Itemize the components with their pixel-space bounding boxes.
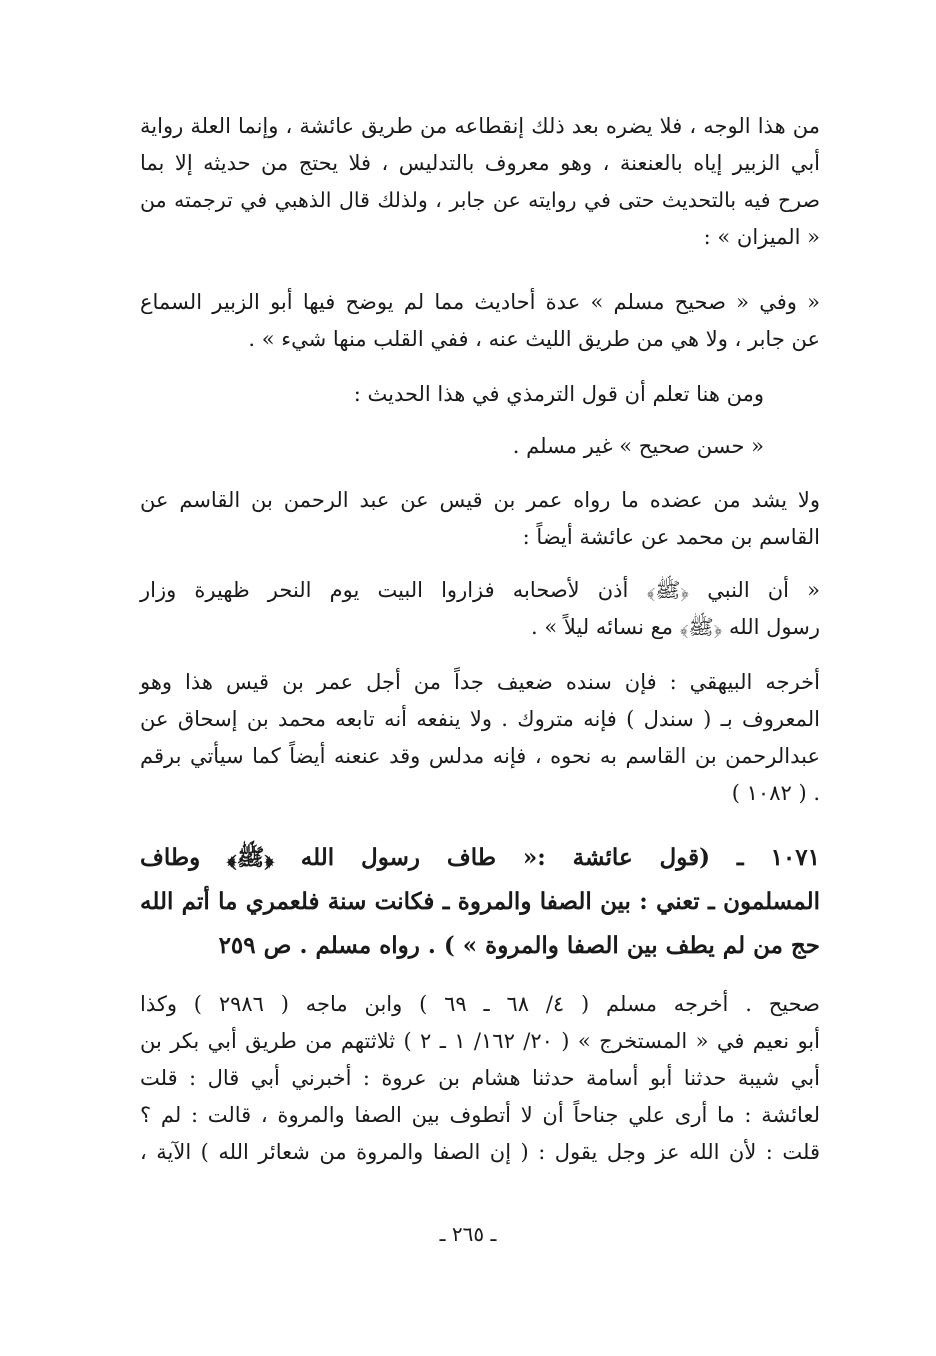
text-line: . ( ١٠٨٢ ) [731,781,820,805]
text-line: صرح فيه بالتحديث حتى في روايته عن جابر ، ولذلك قال الذهبي في ترجمته من [140,188,820,212]
paragraph-2-quote [140,284,820,358]
paragraph-9 [140,986,820,1171]
text-line: ومن هنا تعلم أن قول الترمذي في هذا الحديث : [353,382,764,406]
text-line: المعروف بـ ( سندل ) فإنه متروك . ولا ينفعه أنه تابعه محمد بن إسحاق عن [140,707,820,731]
text-line: أخرجه البيهقي : فإن سنده ضعيف جداً من أجل عمر بن قيس هذا وهو [140,670,820,694]
text-line: « الميزان » : [703,225,820,249]
paragraph-4-quote [140,428,820,465]
text-line: المسلمون ـ تعني : بين الصفا والمروة ـ فكانت سنة فلعمري ما أتم الله [140,888,820,915]
paragraph-6-hadith [140,572,820,646]
text-line: ١٠٧١ ـ (قول عائشة :« طاف رسول الله ﴿ﷺ﴾ وطاف [140,844,820,871]
text-line: أبي الزبير إياه بالعنعنة ، وهو معروف بالتدليس ، فلا يحتج من حديثه إلا بما [140,151,820,175]
paragraph-3 [140,376,820,413]
text-line: أبي شيبة حدثنا أبو أسامة حدثنا هشام بن عروة : أخبرني أبي قال : قلت [140,1066,820,1090]
text-line: قلت : لأن الله عز وجل يقول : ( إن الصفا والمروة من شعائر الله ) الآية ، [140,1140,820,1164]
text-line: ولا يشد من عضده ما رواه عمر بن قيس عن عبد الرحمن بن القاسم عن [140,488,820,512]
page-number: ـ ٢٦٥ ـ [439,1222,497,1246]
text-line: لعائشة : ما أرى علي جناحاً أن لا أتطوف بين الصفا والمروة ، قالت : لم ؟ [140,1103,820,1127]
hadith-heading-1071 [140,836,820,968]
text-line: « وفي « صحيح مسلم » عدة أحاديث مما لم يوضح فيها أبو الزبير السماع [140,290,820,314]
text-line: عن جابر ، ولا هي من طريق الليث عنه ، ففي القلب منها شيء » . [248,327,820,351]
text-line: عبدالرحمن بن القاسم به نحوه ، فإنه مدلس وقد عنعنه أيضاً كما سيأتي برقم [140,744,820,768]
text-line: حج من لم يطف بين الصفا والمروة » ) . رواه مسلم . ص ٢٥٩ [218,932,820,959]
paragraph-5 [140,482,820,556]
text-line: القاسم بن محمد عن عائشة أيضاً : [522,525,820,549]
text-line: أبو نعيم في « المستخرج » ( ٢٠/ ١٦٢/ ١ ـ ٢ ) ثلاثتهم من طريق أبي بكر بن [140,1029,820,1053]
text-line: « حسن صحيح » غير مسلم . [512,434,764,458]
paragraph-7 [140,664,820,812]
text-line: من هذا الوجه ، فلا يضره بعد ذلك إنقطاعه من طريق عائشة ، وإنما العلة رواية [140,114,820,138]
text-line: « أن النبي ﴿ﷺ﴾ أذن لأصحابه فزاروا البيت يوم النحر ظهيرة وزار [140,578,820,602]
paragraph-1 [140,108,820,256]
text-line: رسول الله ﴿ﷺ﴾ مع نسائه ليلاً » . [531,615,820,639]
text-line: صحيح . أخرجه مسلم ( ٤/ ٦٨ ـ ٦٩ ) وابن ماجه ( ٢٩٨٦ ) وكذا [140,992,820,1016]
